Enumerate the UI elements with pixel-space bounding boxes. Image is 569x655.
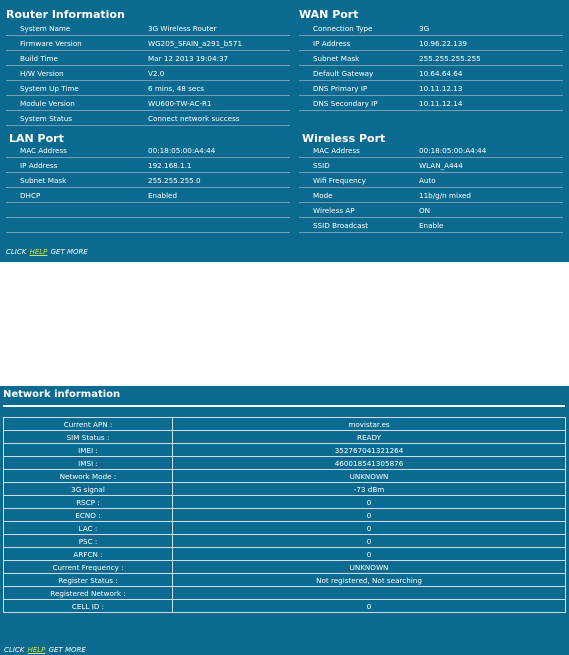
row-label: IMSI :: [4, 457, 173, 470]
row-label: Subnet Mask: [6, 173, 148, 188]
row-value: 460018541305876: [173, 457, 566, 470]
row-value: Auto: [419, 173, 563, 188]
row-value: 11b/g/n mixed: [419, 188, 563, 203]
network-info-title: Network information: [3, 389, 121, 400]
row-value: 3G: [419, 21, 563, 36]
row-label: CELL ID :: [4, 600, 173, 613]
row-value: 0: [173, 522, 566, 535]
row-value: ON: [419, 203, 563, 218]
table-row: [299, 143, 563, 158]
row-label: Mode: [299, 188, 419, 203]
table-row: [4, 483, 566, 496]
row-label: H/W Version: [6, 66, 148, 81]
table-row: [299, 158, 563, 173]
row-label: SSID: [299, 158, 419, 173]
table-row: [4, 522, 566, 535]
wireless-port-section: [302, 132, 563, 232]
table-row: [6, 111, 290, 126]
row-value: UNKNOWN: [173, 561, 566, 574]
row-label: Wireless AP: [299, 203, 419, 218]
row-label: System Up Time: [6, 81, 148, 96]
row-value: 3G Wireless Router: [148, 21, 290, 36]
row-value: 10.11.12.14: [419, 96, 563, 111]
table-row: [6, 143, 290, 158]
table-row: [299, 36, 563, 51]
table-row: [4, 496, 566, 509]
table-row: [299, 218, 563, 233]
router-info-section: [6, 8, 290, 123]
row-label: Default Gateway: [299, 66, 419, 81]
table-row: [6, 21, 290, 36]
row-value: 0: [173, 600, 566, 613]
help-prefix: CLICK: [4, 646, 25, 654]
row-value: 352767041321264: [173, 444, 566, 457]
lan-empty-rows: [6, 203, 290, 233]
table-row: [6, 173, 290, 188]
row-label: IP Address: [299, 36, 419, 51]
row-label: SIM Status :: [4, 431, 173, 444]
wireless-port-title: Wireless Port: [302, 132, 386, 145]
table-row: [4, 600, 566, 613]
row-label: DNS Primary IP: [299, 81, 419, 96]
row-label: DHCP: [6, 188, 148, 203]
network-info-table: [3, 417, 566, 613]
row-value: 00:18:05:00:A4:44: [419, 143, 563, 158]
table-row: [6, 81, 290, 96]
row-value: movistar.es: [173, 418, 566, 431]
row-value: WLAN_A444: [419, 158, 563, 173]
row-label: Wifi Frequency: [299, 173, 419, 188]
table-row: [6, 66, 290, 81]
empty-row: [6, 218, 290, 233]
row-value: 6 mins, 48 secs: [148, 81, 290, 96]
row-value: [173, 587, 566, 600]
row-label: Current Frequency :: [4, 561, 173, 574]
row-label: SSID Broadcast: [299, 218, 419, 233]
table-row: [4, 561, 566, 574]
row-label: Register Status :: [4, 574, 173, 587]
wireless-port-table: [299, 143, 563, 233]
row-value: Enable: [419, 218, 563, 233]
row-label: LAC :: [4, 522, 173, 535]
table-row: [4, 470, 566, 483]
row-label: MAC Address: [299, 143, 419, 158]
table-row: [299, 66, 563, 81]
row-value: 255.255.255.0: [148, 173, 290, 188]
row-value: 0: [173, 509, 566, 522]
row-label: IP Address: [6, 158, 148, 173]
row-value: UNKNOWN: [173, 470, 566, 483]
row-label: Connection Type: [299, 21, 419, 36]
lan-port-table: [6, 143, 290, 203]
row-label: ECNO :: [4, 509, 173, 522]
table-row: [299, 173, 563, 188]
row-label: Build Time: [6, 51, 148, 66]
row-value: 10.96.22.139: [419, 36, 563, 51]
row-value: 0: [173, 535, 566, 548]
wan-port-table: [299, 21, 563, 111]
title-divider: [3, 405, 565, 407]
router-info-title: Router Information: [6, 8, 125, 21]
help-suffix: GET MORE: [50, 248, 88, 256]
row-value: Connect network success: [148, 111, 290, 126]
row-label: Firmware Version: [6, 36, 148, 51]
help-line-top: [6, 248, 88, 256]
help-suffix: GET MORE: [48, 646, 86, 654]
row-value: 10.11.12.13: [419, 81, 563, 96]
table-row: [4, 535, 566, 548]
table-row: [6, 158, 290, 173]
row-value: READY: [173, 431, 566, 444]
empty-row: [6, 203, 290, 218]
row-label: DNS Secondary IP: [299, 96, 419, 111]
row-label: Subnet Mask: [299, 51, 419, 66]
row-label: Current APN :: [4, 418, 173, 431]
row-value: Mar 12 2013 19:04:37: [148, 51, 290, 66]
row-label: PSC :: [4, 535, 173, 548]
table-row: [4, 587, 566, 600]
row-label: MAC Address: [6, 143, 148, 158]
row-label: 3G signal: [4, 483, 173, 496]
row-value: 0: [173, 548, 566, 561]
row-label: ARFCN :: [4, 548, 173, 561]
table-row: [4, 574, 566, 587]
table-row: [299, 21, 563, 36]
row-label: System Name: [6, 21, 148, 36]
row-value: 255.255.255.255: [419, 51, 563, 66]
table-row: [6, 36, 290, 51]
table-row: [4, 457, 566, 470]
table-row: [6, 188, 290, 203]
row-label: Network Mode :: [4, 470, 173, 483]
table-row: [4, 548, 566, 561]
help-line-bottom: [4, 646, 86, 654]
row-label: Module Version: [6, 96, 148, 111]
row-value: Not registered, Not searching: [173, 574, 566, 587]
lan-port-section: [9, 132, 290, 232]
row-label: IMEI :: [4, 444, 173, 457]
table-row: [6, 96, 290, 111]
table-row: [6, 51, 290, 66]
table-row: [4, 431, 566, 444]
router-info-table: [6, 21, 290, 126]
table-row: [4, 444, 566, 457]
row-value: 192.168.1.1: [148, 158, 290, 173]
table-row: [299, 51, 563, 66]
row-value: WG205_SFAIN_a291_b571: [148, 36, 290, 51]
table-row: [299, 203, 563, 218]
help-link[interactable]: HELP: [29, 248, 48, 256]
row-label: RSCP :: [4, 496, 173, 509]
row-value: WU600-TW-AC-R1: [148, 96, 290, 111]
help-link[interactable]: HELP: [27, 646, 46, 654]
lan-port-title: LAN Port: [9, 132, 64, 145]
table-row: [4, 509, 566, 522]
table-row: [299, 188, 563, 203]
wan-port-section: [299, 8, 563, 108]
row-value: 10.64.64.64: [419, 66, 563, 81]
row-label: Registered Network :: [4, 587, 173, 600]
row-value: Enabled: [148, 188, 290, 203]
help-prefix: CLICK: [6, 248, 27, 256]
row-value: 00:18:05:00:A4:44: [148, 143, 290, 158]
row-label: System Status: [6, 111, 148, 126]
table-row: [299, 96, 563, 111]
row-value: 0: [173, 496, 566, 509]
row-value: V2.0: [148, 66, 290, 81]
table-row: [299, 81, 563, 96]
wan-port-title: WAN Port: [299, 8, 359, 21]
row-value: -73 dBm: [173, 483, 566, 496]
table-row: [4, 418, 566, 431]
